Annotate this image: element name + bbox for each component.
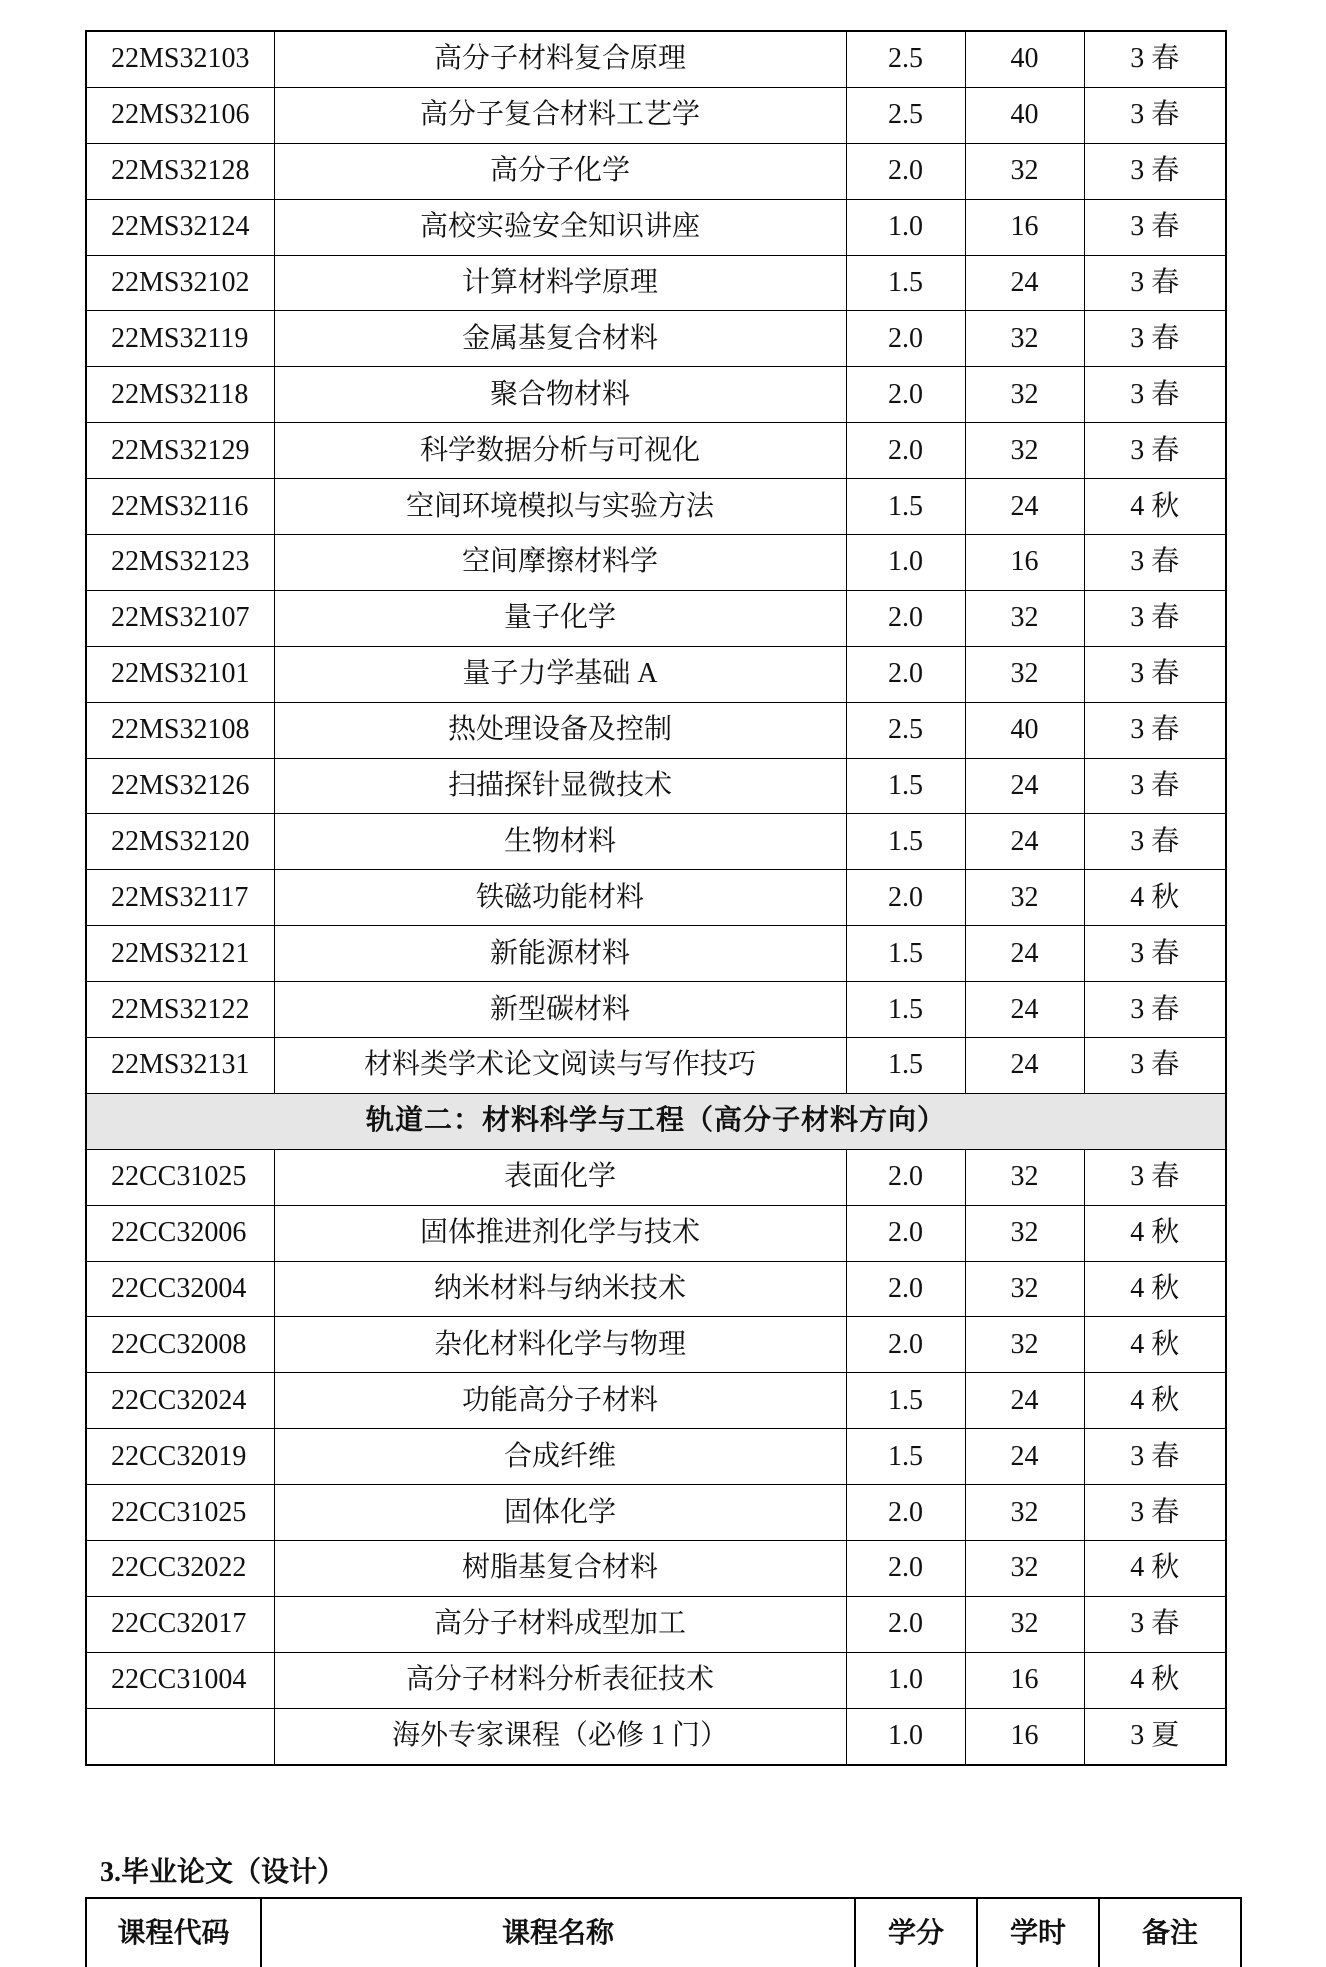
course-term: 3 春 [1084, 311, 1226, 367]
course-code: 22CC32008 [86, 1317, 274, 1373]
course-term: 3 春 [1084, 646, 1226, 702]
course-hours: 16 [965, 199, 1084, 255]
course-code: 22CC31025 [86, 1149, 274, 1205]
section-row [86, 1093, 1226, 1149]
course-term: 3 春 [1084, 367, 1226, 423]
course-credit: 2.0 [846, 1205, 965, 1261]
course-credit: 2.0 [846, 1485, 965, 1541]
course-code: 22MS32119 [86, 311, 274, 367]
course-name: 功能高分子材料 [274, 1373, 846, 1429]
course-code: 22MS32101 [86, 646, 274, 702]
course-term: 3 春 [1084, 1596, 1226, 1652]
table-row [86, 535, 1226, 591]
table-row [86, 590, 1226, 646]
course-hours: 32 [965, 143, 1084, 199]
header-hours: 学时 [977, 1898, 1099, 1967]
course-code: 22CC31004 [86, 1652, 274, 1708]
course-credit: 1.5 [846, 1429, 965, 1485]
course-credit: 2.0 [846, 646, 965, 702]
table-row [86, 1596, 1226, 1652]
course-term: 3 春 [1084, 423, 1226, 479]
table-row [86, 646, 1226, 702]
course-name: 固体推进剂化学与技术 [274, 1205, 846, 1261]
table-row [86, 1541, 1226, 1597]
course-credit: 2.0 [846, 1317, 965, 1373]
table-row [86, 1261, 1226, 1317]
course-name: 金属基复合材料 [274, 311, 846, 367]
course-hours: 16 [965, 535, 1084, 591]
course-credit: 2.0 [846, 1261, 965, 1317]
course-credit: 2.5 [846, 702, 965, 758]
table-row [86, 814, 1226, 870]
course-credit: 1.5 [846, 926, 965, 982]
course-hours: 32 [965, 1317, 1084, 1373]
course-hours: 24 [965, 814, 1084, 870]
course-hours: 32 [965, 367, 1084, 423]
course-term: 3 春 [1084, 31, 1226, 87]
thesis-section-heading: 3.毕业论文（设计） [100, 1857, 346, 1888]
table-row [86, 255, 1226, 311]
header-course-code: 课程代码 [86, 1898, 261, 1967]
course-term: 3 春 [1084, 535, 1226, 591]
course-term: 4 秋 [1084, 479, 1226, 535]
course-credit: 1.0 [846, 1708, 965, 1764]
course-credit: 1.5 [846, 1373, 965, 1429]
course-term: 3 春 [1084, 199, 1226, 255]
course-term: 4 秋 [1084, 1261, 1226, 1317]
course-term: 3 春 [1084, 814, 1226, 870]
course-term: 4 秋 [1084, 1317, 1226, 1373]
course-code: 22MS32120 [86, 814, 274, 870]
table-row [86, 31, 1226, 87]
table-row [86, 870, 1226, 926]
course-hours: 40 [965, 87, 1084, 143]
course-credit: 2.0 [846, 590, 965, 646]
course-hours: 16 [965, 1652, 1084, 1708]
course-code: 22MS32121 [86, 926, 274, 982]
table-row [86, 1652, 1226, 1708]
table-row [86, 1205, 1226, 1261]
table-row [86, 702, 1226, 758]
course-name: 表面化学 [274, 1149, 846, 1205]
course-name: 热处理设备及控制 [274, 702, 846, 758]
course-code: 22MS32107 [86, 590, 274, 646]
course-name: 固体化学 [274, 1485, 846, 1541]
table-row [86, 143, 1226, 199]
course-credit: 2.0 [846, 311, 965, 367]
course-code: 22MS32108 [86, 702, 274, 758]
course-code: 22CC32022 [86, 1541, 274, 1597]
table-row [86, 1317, 1226, 1373]
table-row [86, 926, 1226, 982]
course-credit: 2.0 [846, 423, 965, 479]
course-hours: 24 [965, 926, 1084, 982]
course-credit: 2.5 [846, 87, 965, 143]
course-name: 科学数据分析与可视化 [274, 423, 846, 479]
course-code: 22MS32117 [86, 870, 274, 926]
course-name: 高分子材料成型加工 [274, 1596, 846, 1652]
course-credit: 1.5 [846, 1038, 965, 1094]
thesis-header-row [86, 1898, 1241, 1967]
course-code: 22MS32131 [86, 1038, 274, 1094]
course-credit: 2.5 [846, 31, 965, 87]
course-name: 树脂基复合材料 [274, 1541, 846, 1597]
course-term: 4 秋 [1084, 1205, 1226, 1261]
course-credit: 2.0 [846, 1541, 965, 1597]
table-row [86, 758, 1226, 814]
course-name: 扫描探针显微技术 [274, 758, 846, 814]
course-term: 3 春 [1084, 1149, 1226, 1205]
course-term: 3 春 [1084, 590, 1226, 646]
table-row [86, 1149, 1226, 1205]
course-name: 纳米材料与纳米技术 [274, 1261, 846, 1317]
course-name: 海外专家课程（必修 1 门） [274, 1708, 846, 1764]
course-credit: 1.5 [846, 255, 965, 311]
course-hours: 24 [965, 1429, 1084, 1485]
table-row [86, 1373, 1226, 1429]
course-hours: 32 [965, 1485, 1084, 1541]
course-name: 合成纤维 [274, 1429, 846, 1485]
course-code: 22MS32129 [86, 423, 274, 479]
course-credit: 2.0 [846, 1596, 965, 1652]
course-code: 22MS32126 [86, 758, 274, 814]
course-term: 3 春 [1084, 982, 1226, 1038]
course-hours: 40 [965, 31, 1084, 87]
section-row-group [86, 1093, 1226, 1149]
course-table-body-track2 [86, 1149, 1226, 1764]
course-term: 3 春 [1084, 87, 1226, 143]
course-code: 22MS32106 [86, 87, 274, 143]
course-table [85, 30, 1227, 1766]
course-term: 4 秋 [1084, 1652, 1226, 1708]
course-table-body-track1 [86, 31, 1226, 1093]
course-code: 22MS32123 [86, 535, 274, 591]
table-row [86, 423, 1226, 479]
course-term: 3 春 [1084, 702, 1226, 758]
course-credit: 1.5 [846, 758, 965, 814]
course-hours: 24 [965, 479, 1084, 535]
course-term: 4 秋 [1084, 1541, 1226, 1597]
course-hours: 32 [965, 646, 1084, 702]
course-credit: 1.0 [846, 199, 965, 255]
course-name: 空间环境模拟与实验方法 [274, 479, 846, 535]
course-code: 22CC32019 [86, 1429, 274, 1485]
course-name: 新型碳材料 [274, 982, 846, 1038]
course-name: 生物材料 [274, 814, 846, 870]
course-hours: 32 [965, 423, 1084, 479]
course-credit: 2.0 [846, 367, 965, 423]
course-hours: 32 [965, 1261, 1084, 1317]
course-code: 22MS32103 [86, 31, 274, 87]
course-hours: 32 [965, 1205, 1084, 1261]
course-code: 22MS32102 [86, 255, 274, 311]
course-code: 22MS32122 [86, 982, 274, 1038]
course-name: 量子化学 [274, 590, 846, 646]
course-hours: 40 [965, 702, 1084, 758]
table-row [86, 479, 1226, 535]
course-credit: 1.0 [846, 1652, 965, 1708]
table-row [86, 1708, 1226, 1764]
course-credit: 1.5 [846, 814, 965, 870]
course-code: 22CC32024 [86, 1373, 274, 1429]
course-hours: 24 [965, 1373, 1084, 1429]
course-name: 高分子复合材料工艺学 [274, 87, 846, 143]
table-row [86, 367, 1226, 423]
course-name: 聚合物材料 [274, 367, 846, 423]
course-code: 22MS32118 [86, 367, 274, 423]
course-name: 高校实验安全知识讲座 [274, 199, 846, 255]
course-credit: 1.5 [846, 479, 965, 535]
course-name: 空间摩擦材料学 [274, 535, 846, 591]
course-name: 计算材料学原理 [274, 255, 846, 311]
table-row [86, 87, 1226, 143]
course-hours: 24 [965, 255, 1084, 311]
course-name: 新能源材料 [274, 926, 846, 982]
course-hours: 16 [965, 1708, 1084, 1764]
course-hours: 32 [965, 1596, 1084, 1652]
course-hours: 32 [965, 1541, 1084, 1597]
table-row [86, 1038, 1226, 1094]
course-credit: 1.0 [846, 535, 965, 591]
course-code [86, 1708, 274, 1764]
course-hours: 32 [965, 311, 1084, 367]
course-code: 22MS32116 [86, 479, 274, 535]
header-remark: 备注 [1099, 1898, 1241, 1967]
course-code: 22MS32124 [86, 199, 274, 255]
course-name: 材料类学术论文阅读与写作技巧 [274, 1038, 846, 1094]
section-title: 轨道二：材料科学与工程（高分子材料方向） [86, 1093, 1226, 1149]
course-code: 22MS32128 [86, 143, 274, 199]
table-row [86, 982, 1226, 1038]
course-term: 3 春 [1084, 758, 1226, 814]
course-term: 3 春 [1084, 255, 1226, 311]
course-term: 4 秋 [1084, 870, 1226, 926]
course-term: 4 秋 [1084, 1373, 1226, 1429]
course-term: 3 春 [1084, 1485, 1226, 1541]
course-code: 22CC32004 [86, 1261, 274, 1317]
table-row [86, 1485, 1226, 1541]
course-name: 铁磁功能材料 [274, 870, 846, 926]
course-term: 3 春 [1084, 1429, 1226, 1485]
course-term: 3 春 [1084, 926, 1226, 982]
course-credit: 2.0 [846, 870, 965, 926]
course-code: 22CC31025 [86, 1485, 274, 1541]
course-name: 高分子材料分析表征技术 [274, 1652, 846, 1708]
course-name: 高分子化学 [274, 143, 846, 199]
course-hours: 32 [965, 1149, 1084, 1205]
course-credit: 2.0 [846, 143, 965, 199]
course-name: 量子力学基础 A [274, 646, 846, 702]
table-row [86, 311, 1226, 367]
course-term: 3 夏 [1084, 1708, 1226, 1764]
course-term: 3 春 [1084, 1038, 1226, 1094]
thesis-table [85, 1897, 1242, 1967]
course-code: 22CC32006 [86, 1205, 274, 1261]
course-credit: 2.0 [846, 1149, 965, 1205]
table-row [86, 1429, 1226, 1485]
table-row [86, 199, 1226, 255]
course-hours: 24 [965, 758, 1084, 814]
course-name: 高分子材料复合原理 [274, 31, 846, 87]
course-credit: 1.5 [846, 982, 965, 1038]
course-hours: 24 [965, 982, 1084, 1038]
course-name: 杂化材料化学与物理 [274, 1317, 846, 1373]
course-code: 22CC32017 [86, 1596, 274, 1652]
course-hours: 32 [965, 590, 1084, 646]
course-hours: 32 [965, 870, 1084, 926]
header-credit: 学分 [855, 1898, 977, 1967]
header-course-name: 课程名称 [261, 1898, 855, 1967]
course-term: 3 春 [1084, 143, 1226, 199]
course-hours: 24 [965, 1038, 1084, 1094]
